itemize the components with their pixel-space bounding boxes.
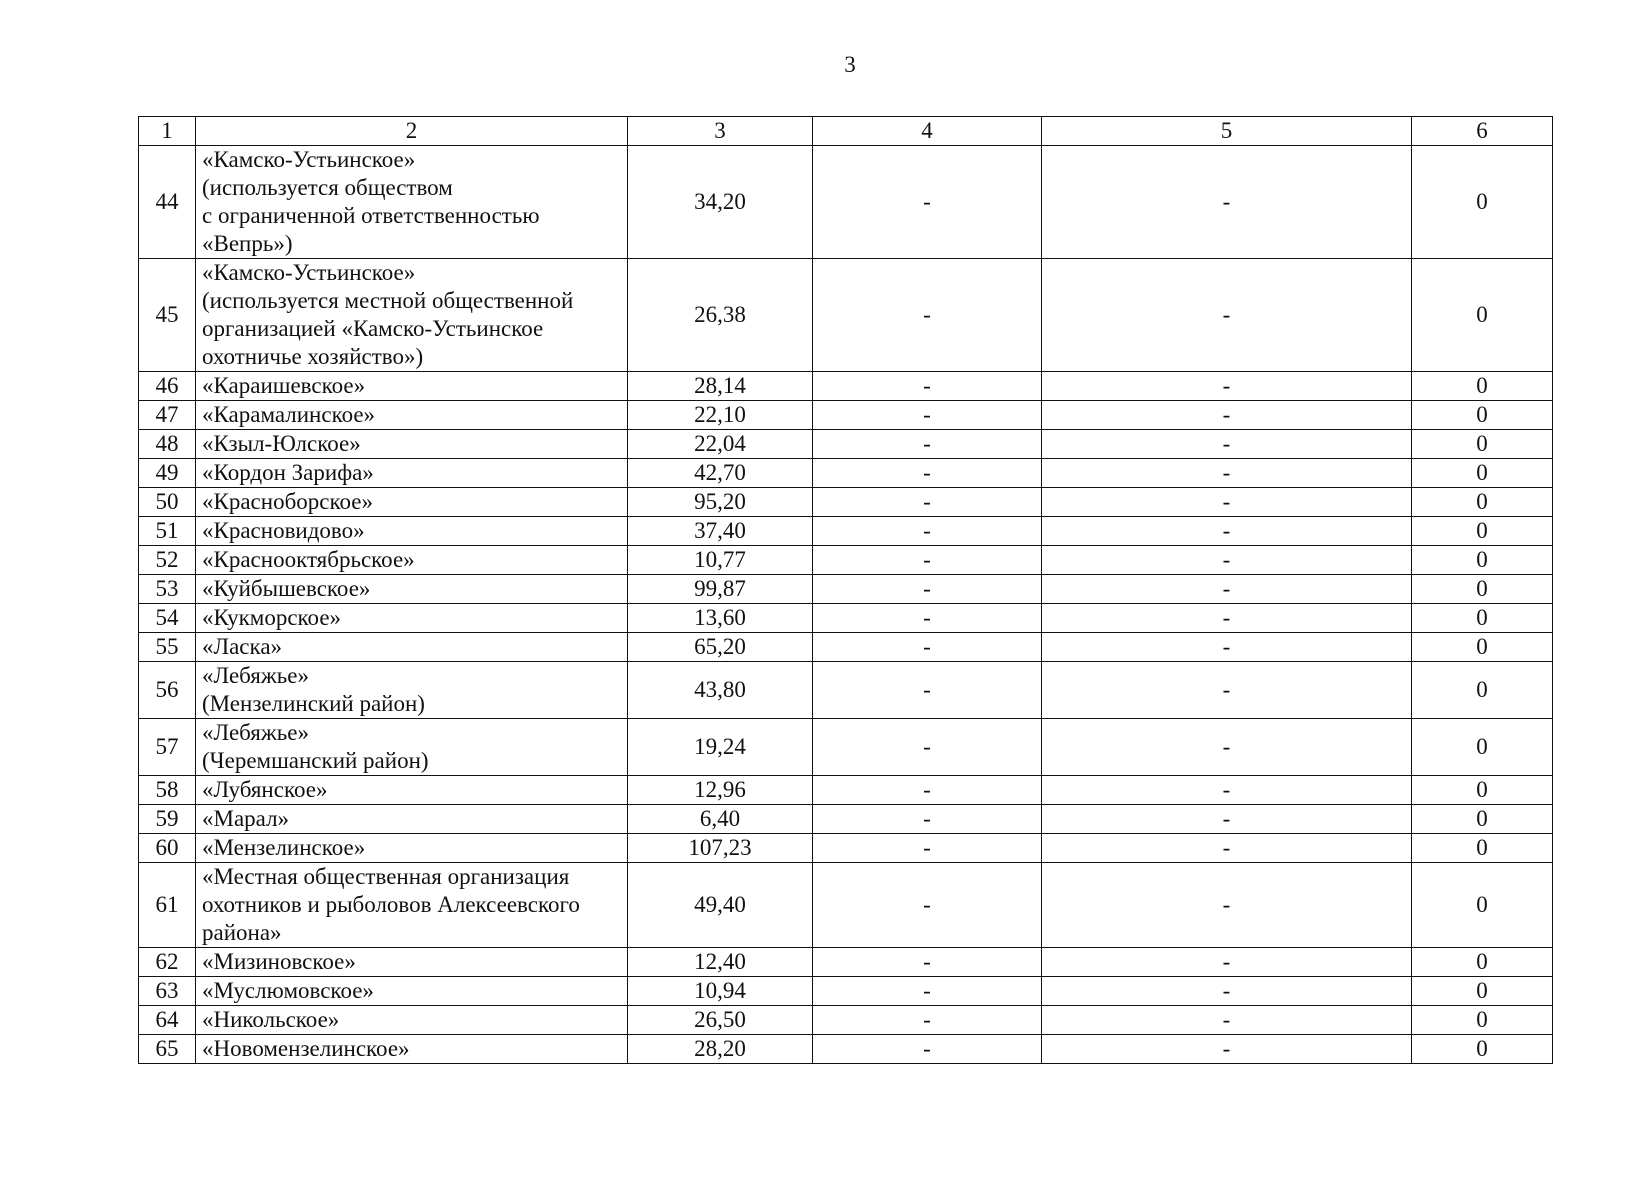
area-value: 19,24 [628, 719, 813, 776]
area-value: 12,40 [628, 948, 813, 977]
column-header-4: 4 [813, 117, 1042, 146]
column-6-value: 0 [1412, 776, 1553, 805]
column-header-1: 1 [139, 117, 196, 146]
hunting-ground-name: «Краснооктябрьское» [196, 546, 628, 575]
row-number: 53 [139, 575, 196, 604]
row-number: 62 [139, 948, 196, 977]
column-6-value: 0 [1412, 604, 1553, 633]
column-5-value: - [1042, 633, 1412, 662]
table-body [139, 146, 1553, 1064]
hunting-ground-name: «Лебяжье» (Мензелинский район) [196, 662, 628, 719]
table-row [139, 863, 1553, 948]
table-row [139, 633, 1553, 662]
column-4-value: - [813, 1006, 1042, 1035]
column-5-value: - [1042, 459, 1412, 488]
column-4-value: - [813, 372, 1042, 401]
column-6-value: 0 [1412, 977, 1553, 1006]
column-5-value: - [1042, 776, 1412, 805]
table-row [139, 604, 1553, 633]
column-6-value: 0 [1412, 719, 1553, 776]
table-row [139, 546, 1553, 575]
table-row [139, 430, 1553, 459]
column-4-value: - [813, 719, 1042, 776]
column-5-value: - [1042, 834, 1412, 863]
column-4-value: - [813, 977, 1042, 1006]
hunting-ground-name: «Камско-Устьинское» (используется местной общественной организацией «Камско-Устьинское охотничье хозяйство») [196, 259, 628, 372]
column-6-value: 0 [1412, 948, 1553, 977]
row-number: 65 [139, 1035, 196, 1064]
area-value: 49,40 [628, 863, 813, 948]
table-row [139, 805, 1553, 834]
table-row [139, 401, 1553, 430]
column-4-value: - [813, 604, 1042, 633]
row-number: 45 [139, 259, 196, 372]
column-5-value: - [1042, 863, 1412, 948]
table-row [139, 776, 1553, 805]
table-row [139, 1006, 1553, 1035]
column-4-value: - [813, 633, 1042, 662]
table-row [139, 259, 1553, 372]
column-6-value: 0 [1412, 1035, 1553, 1064]
area-value: 22,04 [628, 430, 813, 459]
hunting-ground-name: «Камско-Устьинское» (используется обществом с ограниченной ответственностью «Вепрь») [196, 146, 628, 259]
column-4-value: - [813, 863, 1042, 948]
column-6-value: 0 [1412, 863, 1553, 948]
area-value: 10,94 [628, 977, 813, 1006]
row-number: 60 [139, 834, 196, 863]
area-value: 43,80 [628, 662, 813, 719]
column-6-value: 0 [1412, 546, 1553, 575]
row-number: 54 [139, 604, 196, 633]
hunting-ground-name: «Красновидово» [196, 517, 628, 546]
row-number: 51 [139, 517, 196, 546]
hunting-ground-name: «Ласка» [196, 633, 628, 662]
column-5-value: - [1042, 662, 1412, 719]
column-4-value: - [813, 948, 1042, 977]
hunting-ground-name: «Красноборское» [196, 488, 628, 517]
area-value: 28,20 [628, 1035, 813, 1064]
column-5-value: - [1042, 546, 1412, 575]
column-6-value: 0 [1412, 1006, 1553, 1035]
column-5-value: - [1042, 401, 1412, 430]
column-5-value: - [1042, 146, 1412, 259]
column-4-value: - [813, 805, 1042, 834]
column-4-value: - [813, 401, 1042, 430]
hunting-grounds-table [138, 116, 1553, 1064]
area-value: 95,20 [628, 488, 813, 517]
hunting-ground-name: «Лебяжье» (Черемшанский район) [196, 719, 628, 776]
area-value: 65,20 [628, 633, 813, 662]
table-row [139, 517, 1553, 546]
column-5-value: - [1042, 604, 1412, 633]
column-5-value: - [1042, 719, 1412, 776]
row-number: 44 [139, 146, 196, 259]
column-4-value: - [813, 517, 1042, 546]
hunting-ground-name: «Мензелинское» [196, 834, 628, 863]
table-row [139, 719, 1553, 776]
hunting-ground-name: «Муслюмовское» [196, 977, 628, 1006]
row-number: 61 [139, 863, 196, 948]
column-4-value: - [813, 430, 1042, 459]
row-number: 46 [139, 372, 196, 401]
hunting-ground-name: «Новомензелинское» [196, 1035, 628, 1064]
row-number: 57 [139, 719, 196, 776]
table-row [139, 459, 1553, 488]
table-row [139, 575, 1553, 604]
hunting-ground-name: «Караишевское» [196, 372, 628, 401]
column-5-value: - [1042, 977, 1412, 1006]
table-row [139, 977, 1553, 1006]
area-value: 34,20 [628, 146, 813, 259]
page-number: 3 [844, 52, 856, 77]
area-value: 37,40 [628, 517, 813, 546]
column-5-value: - [1042, 1035, 1412, 1064]
table-header-row [139, 117, 1553, 146]
row-number: 59 [139, 805, 196, 834]
hunting-ground-name: «Кукморское» [196, 604, 628, 633]
row-number: 55 [139, 633, 196, 662]
column-header-3: 3 [628, 117, 813, 146]
table-row [139, 948, 1553, 977]
table-row [139, 488, 1553, 517]
row-number: 63 [139, 977, 196, 1006]
hunting-ground-name: «Лубянское» [196, 776, 628, 805]
column-6-value: 0 [1412, 259, 1553, 372]
row-number: 52 [139, 546, 196, 575]
column-5-value: - [1042, 488, 1412, 517]
hunting-ground-name: «Кордон Зарифа» [196, 459, 628, 488]
table-row [139, 372, 1553, 401]
table-row [139, 834, 1553, 863]
column-6-value: 0 [1412, 517, 1553, 546]
column-header-5: 5 [1042, 117, 1412, 146]
column-4-value: - [813, 488, 1042, 517]
hunting-ground-name: «Карамалинское» [196, 401, 628, 430]
column-4-value: - [813, 662, 1042, 719]
hunting-ground-name: «Марал» [196, 805, 628, 834]
column-4-value: - [813, 546, 1042, 575]
area-value: 99,87 [628, 575, 813, 604]
area-value: 26,50 [628, 1006, 813, 1035]
column-6-value: 0 [1412, 805, 1553, 834]
column-5-value: - [1042, 517, 1412, 546]
area-value: 22,10 [628, 401, 813, 430]
row-number: 56 [139, 662, 196, 719]
column-5-value: - [1042, 575, 1412, 604]
column-5-value: - [1042, 259, 1412, 372]
area-value: 107,23 [628, 834, 813, 863]
hunting-ground-name: «Никольское» [196, 1006, 628, 1035]
area-value: 28,14 [628, 372, 813, 401]
area-value: 10,77 [628, 546, 813, 575]
table-row [139, 1035, 1553, 1064]
column-5-value: - [1042, 1006, 1412, 1035]
column-5-value: - [1042, 430, 1412, 459]
column-4-value: - [813, 575, 1042, 604]
column-6-value: 0 [1412, 372, 1553, 401]
table-row [139, 662, 1553, 719]
column-5-value: - [1042, 372, 1412, 401]
column-6-value: 0 [1412, 575, 1553, 604]
area-value: 6,40 [628, 805, 813, 834]
column-4-value: - [813, 146, 1042, 259]
area-value: 42,70 [628, 459, 813, 488]
row-number: 64 [139, 1006, 196, 1035]
row-number: 49 [139, 459, 196, 488]
column-6-value: 0 [1412, 488, 1553, 517]
column-header-2: 2 [196, 117, 628, 146]
row-number: 58 [139, 776, 196, 805]
row-number: 50 [139, 488, 196, 517]
row-number: 48 [139, 430, 196, 459]
area-value: 13,60 [628, 604, 813, 633]
area-value: 26,38 [628, 259, 813, 372]
column-4-value: - [813, 259, 1042, 372]
column-6-value: 0 [1412, 146, 1553, 259]
column-5-value: - [1042, 805, 1412, 834]
column-4-value: - [813, 834, 1042, 863]
column-6-value: 0 [1412, 834, 1553, 863]
column-4-value: - [813, 776, 1042, 805]
column-6-value: 0 [1412, 633, 1553, 662]
column-4-value: - [813, 459, 1042, 488]
table-row [139, 146, 1553, 259]
column-6-value: 0 [1412, 662, 1553, 719]
hunting-ground-name: «Местная общественная организация охотников и рыболовов Алексеевского района» [196, 863, 628, 948]
column-header-6: 6 [1412, 117, 1553, 146]
hunting-ground-name: «Куйбышевское» [196, 575, 628, 604]
hunting-ground-name: «Кзыл-Юлское» [196, 430, 628, 459]
column-6-value: 0 [1412, 401, 1553, 430]
column-6-value: 0 [1412, 459, 1553, 488]
area-value: 12,96 [628, 776, 813, 805]
hunting-ground-name: «Мизиновское» [196, 948, 628, 977]
column-5-value: - [1042, 948, 1412, 977]
column-4-value: - [813, 1035, 1042, 1064]
column-6-value: 0 [1412, 430, 1553, 459]
row-number: 47 [139, 401, 196, 430]
